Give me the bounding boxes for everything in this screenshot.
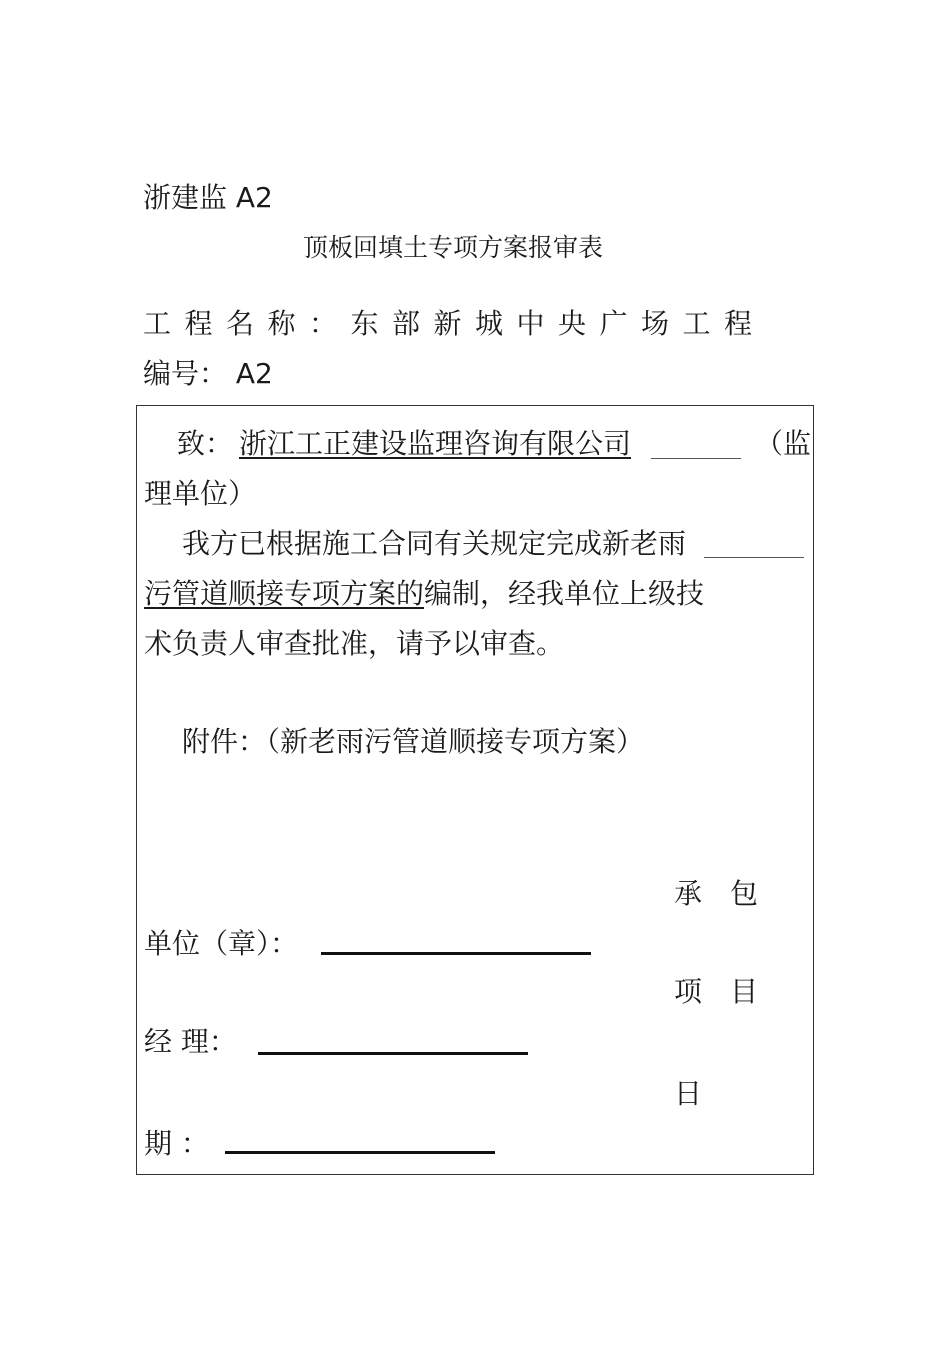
- body-line-2-rest: 编制，经我单位上级技: [424, 577, 705, 610]
- addressee-prefix: 致：: [177, 427, 234, 460]
- body-line-1: 我方已根据施工合同有关规定完成新老雨: [182, 527, 687, 560]
- attachment-line: 附件：（新老雨污管道顺接专项方案）: [182, 725, 645, 758]
- contractor-seal-signature-line[interactable]: [321, 952, 591, 955]
- date-signature-line[interactable]: [225, 1151, 495, 1154]
- document-title: 顶板回填土专项方案报审表: [303, 233, 604, 262]
- project-name-line: 工程名称：东部新城中央广场工程: [143, 307, 766, 340]
- addressee-suffix-continued: 理单位）: [144, 477, 257, 510]
- addressee-suffix: （监: [755, 427, 812, 460]
- document-number: 编号： A2: [143, 357, 273, 390]
- body-line-2: [144, 576, 704, 612]
- contractor-label-a: 承 包: [674, 877, 759, 910]
- manager-signature-line[interactable]: [258, 1052, 528, 1055]
- body-blank-line: [704, 557, 804, 558]
- date-label-b: 期 ：: [144, 1127, 209, 1160]
- form-code: 浙建监 A2: [143, 181, 273, 214]
- addressee-blank-line: [651, 458, 741, 459]
- review-form-box: [136, 405, 814, 1175]
- addressee-company: 浙江工正建设监理咨询有限公司: [239, 427, 632, 460]
- date-label-a: 日: [674, 1077, 703, 1110]
- scheme-name: 污管道顺接专项方案的: [144, 577, 425, 610]
- manager-label-b: 经 理：: [144, 1025, 237, 1058]
- body-line-3: 术负责人审查批准，请予以审查。: [144, 627, 565, 660]
- manager-label-a: 项 目: [674, 975, 759, 1008]
- contractor-label-b: 单位（章）：: [144, 927, 299, 960]
